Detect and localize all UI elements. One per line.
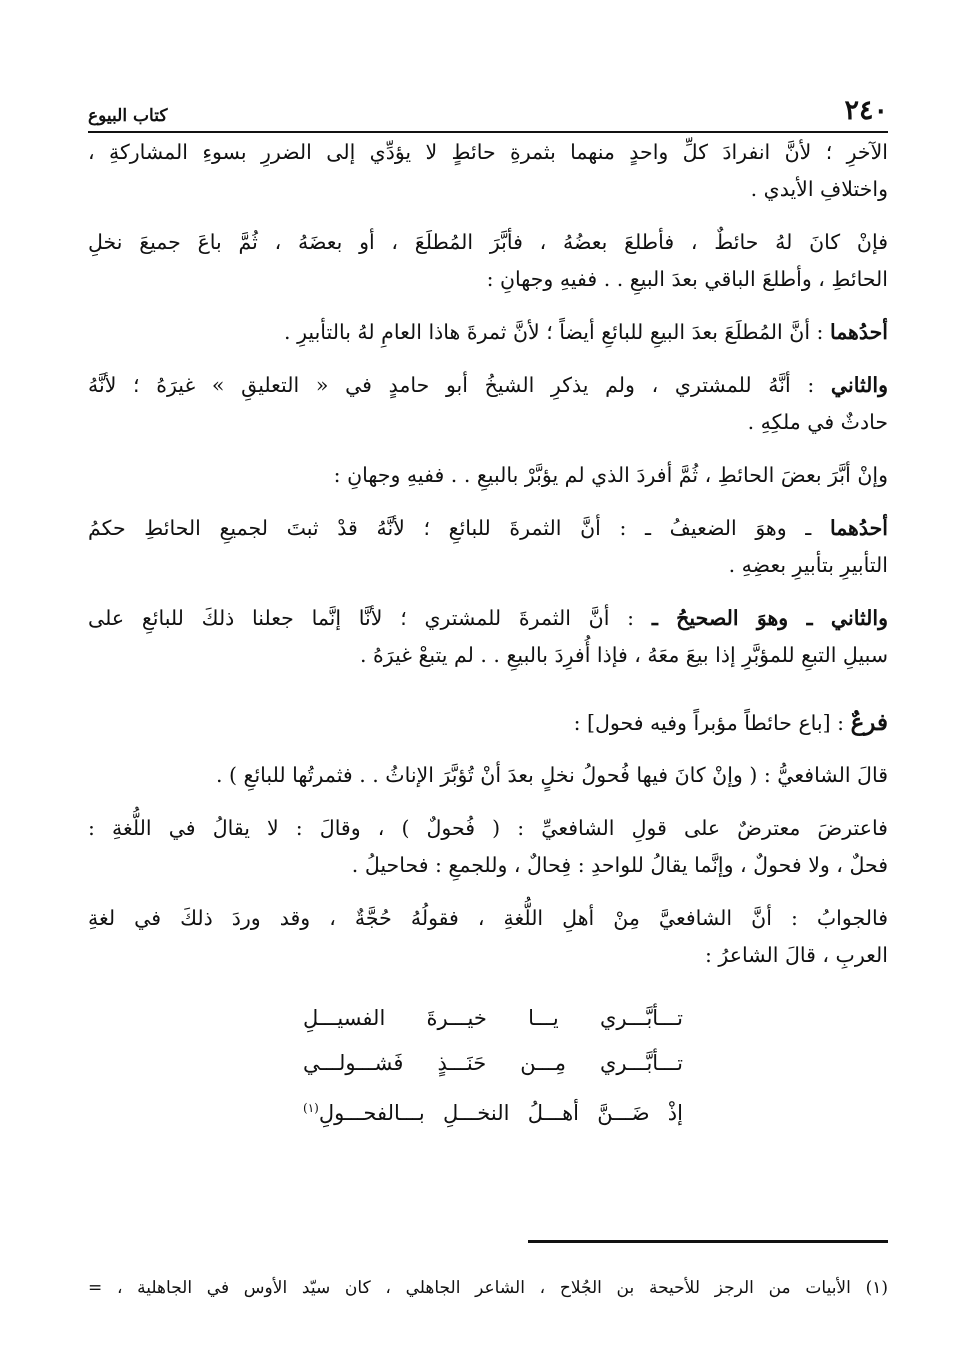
term-heading: أحدُهما bbox=[829, 320, 888, 344]
poem-verse: تـــأبَّـــري مِـــن حَنَـــذٍ فَشـــولـــي bbox=[303, 1051, 683, 1075]
paragraph-line: وإنْ أبَّرَ بعضَ الحائطِ ، ثُمَّ أفردَ الذي لم يؤبَّرْ بالبيعِ . . ففيهِ وجهانِ : bbox=[333, 463, 888, 487]
term-heading: أحدُهما bbox=[829, 516, 888, 540]
section-title: : [باع حائطاً مؤبراً وفيه فحول] : bbox=[573, 711, 851, 735]
paragraph-text: : أنَّ المُطلَعَ بعدَ البيعِ للبائعِ أيضاً ؛ لأنَّ ثمرةَ هاذا العامِ لهُ بالتأبيرِ . bbox=[284, 320, 830, 344]
paragraph-line bbox=[88, 367, 888, 404]
paragraph-line: التأبيرِ بتأبيرِ بعضِهِ . bbox=[728, 553, 888, 577]
footnote-marker: (١) bbox=[865, 1278, 889, 1298]
running-title: كتاب البيوع bbox=[88, 106, 168, 126]
paragraph-line: الآخرِ ؛ لأنَّ انفرادَ كلِّ واحدٍ منهما بثمرةِ حائطٍ لا يؤدِّي إلى الضررِ بسوءِ المشاركةِ ، bbox=[88, 140, 888, 164]
footnote bbox=[88, 1278, 888, 1298]
paragraph-text: : أنَّهُ للمشتري ، ولم يذكرِ الشيخُ أبو حامدٍ في « التعليقِ » غيرَهُ ؛ لأنَّهُ bbox=[88, 373, 831, 397]
paragraph-line bbox=[88, 314, 888, 351]
footnote-reference: (١) bbox=[303, 1101, 319, 1115]
page-number: ٢٤٠ bbox=[844, 95, 888, 126]
page-header bbox=[88, 92, 888, 126]
header-divider bbox=[88, 131, 888, 133]
paragraph-line bbox=[88, 600, 888, 637]
paragraph-line: سبيلِ التبعِ للمؤبَّرِ إذا بيعَ معَهُ ، فإذا أُفرِدَ بالبيعِ . . لم يتبعْ غيرَهُ . bbox=[359, 643, 888, 667]
paragraph-line: فالجوابُ : أنَّ الشافعيَّ مِنْ أهلِ اللُّغةِ ، فقولُهُ حُجَّةٌ ، وقد وردَ ذلكَ في لغةِ bbox=[88, 906, 888, 930]
poem-verse: تـــأبَّـــري يـــا خيـــرةَ الفسيـــلِ bbox=[303, 1006, 683, 1030]
paragraph-line bbox=[88, 510, 888, 547]
far-label: فرعٌ bbox=[850, 709, 888, 736]
poem-verse-text: إذْ ضَـــنَّ أهـــلُ النخـــلِ بـــالفحـــولِ bbox=[318, 1101, 683, 1125]
footnote-text: الأبيات من الرجز للأحيحة بن الجُلاح ، الشاعر الجاهلي ، كان سيّد الأوس في الجاهلية ، = bbox=[88, 1278, 851, 1298]
paragraph-line: فإنْ كانَ لهُ حائطٌ ، فأطلعَ بعضُهُ ، فأبَّرَ المُطلَعَ ، أو بعضَهُ ، ثُمَّ باعَ جميعَ نخلِ bbox=[88, 230, 888, 254]
paragraph-text: : أنَّ الثمرةَ للمشتري ؛ لأنَّا إنَّما جعلنا ذلكَ للبائعِ على bbox=[88, 606, 652, 630]
poem-verse bbox=[303, 1086, 683, 1131]
paragraph-line: العربِ ، قالَ الشاعرُ : bbox=[705, 943, 888, 967]
footnote-divider bbox=[528, 1240, 888, 1243]
page-body bbox=[88, 134, 888, 1131]
term-heading: والثاني bbox=[830, 373, 888, 397]
paragraph-line: الحائطِ ، وأطلعَ الباقي بعدَ البيعِ . . ففيهِ وجهانِ : bbox=[486, 267, 888, 291]
paragraph-line: قالَ الشافعيُّ : ( وإنْ كانَ فيها فُحولُ نخلٍ بعدَ أنْ تُؤبَّرَ الإناثُ . . فثمرتُها للبائعِ ) . bbox=[216, 763, 888, 787]
paragraph-line: حادثٌ في ملكِهِ . bbox=[747, 410, 888, 434]
section-heading bbox=[88, 704, 888, 741]
paragraph-line: فاعترضَ معترضٌ على قولِ الشافعيِّ : ( فُحولٌ ) ، وقالَ : لا يقالُ في اللُّغةِ : bbox=[88, 816, 888, 840]
paragraph-text: ـ وهوَ الضعيفُ ـ : أنَّ الثمرةَ للبائعِ ؛ لأنَّهُ قدْ ثبتَ لجميعِ الحائطِ حكمُ bbox=[88, 516, 830, 540]
paragraph-line: فحلٌ ، ولا فحولٌ ، وإنَّما يقالُ للواحدِ : فِحالٌ ، وللجمعِ : فحاحيلُ . bbox=[351, 853, 888, 877]
term-heading: والثاني ـ وهوَ الصحيحُ ـ bbox=[651, 606, 888, 630]
paragraph-line: واختلافِ الأيدي . bbox=[750, 177, 888, 201]
